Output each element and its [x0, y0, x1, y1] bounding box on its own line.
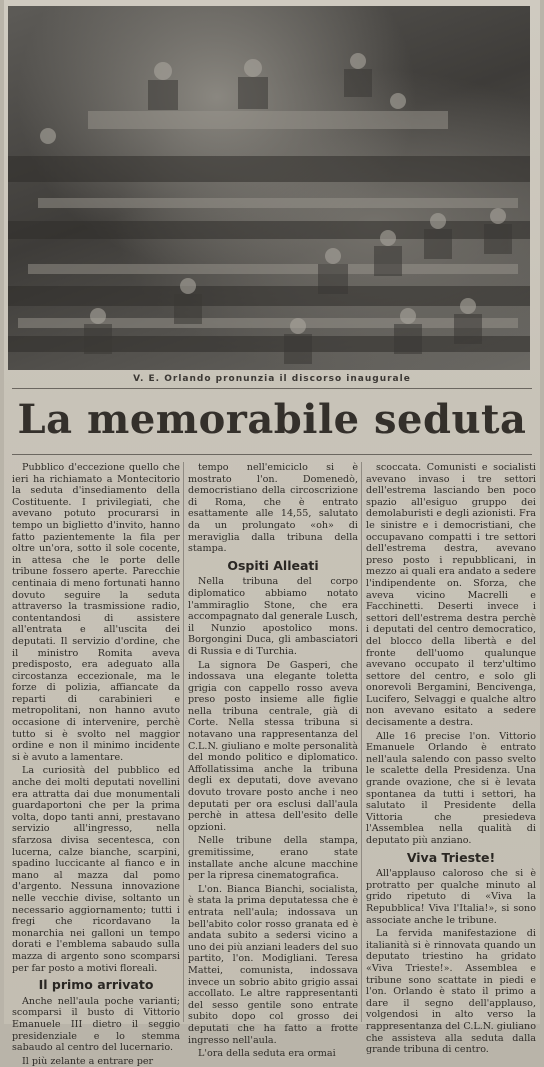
- paragraph: scoccata. Comunisti e socialisti avevano invaso i tre settori dell'estrema lasciando ben poco spazio all'esiguo gruppo dei demolaburisti e degli azionisti. Fra le sinistre e i democristiani, che occupavano compatti i tre settori dell'estrema destra, avevano preso posto i repubblicani, in mezzo ai quali era andato a sedere l'indipendente on. Sforza, che aveva vicino Macrelli e Facchinetti. Deserti invece i settori dell'estrema destra perchè i deputati del centro democratico, del blocco della libertà e del fronte dell'uomo qualunque avevano occupato il terz'ultimo settore del centro, e solo gli onorevoli Bergamini, Bencivenga, Lucifero, Selvaggi e qualche altro non avevano esitato a sedere decisamente a destra.: [366, 462, 536, 729]
- assembly-photo: [8, 6, 530, 370]
- headline-rule: [12, 454, 532, 455]
- paragraph: La fervida manifestazione di italianità si è rinnovata quando un deputato triestino ha gridato «Viva Trieste!». Assemblea e tribune sono scattate in piedi e l'on. Orlando è stato il primo a dare il segno dell'applauso, volgendosi in alto verso la rappresentanza del C.L.N. giuliano che assisteva alla seduta dalla grande tribuna di centro.: [366, 928, 536, 1056]
- headline: La memorabile seduta: [17, 396, 527, 443]
- paragraph: tempo nell'emiciclo si è mostrato l'on. Domenedò, democristiano della circoscrizione di Roma, che è entrato esattamente alle 14,55, salutato da un prolungato «oh» di meraviglia dalla tribuna della stampa.: [188, 462, 358, 555]
- paragraph: Il più zelante a entrare per: [22, 1055, 154, 1067]
- column-1: [12, 462, 180, 1067]
- paragraph: La signora De Gasperi, che indossava una elegante toletta grigia con cappello rosso aveva preso posto insieme alle figlie nella tribuna centrale, già di Corte. Nella stessa tribuna si notavano una rappresentanza del C.L.N. giuliano e molte personalità del mondo politico e diplomatico. Affollatissima anche la tribuna degli ex deputati, dove avevano dovuto trovare posto anche i neo deputati per ora esclusi dall'aula perchè in attesa dell'esito delle opzioni.: [188, 659, 358, 833]
- paragraph: Nelle tribune della stampa, gremitissime, erano state installate anche alcune macchine per la ripresa cinematografica.: [188, 835, 358, 882]
- paragraph: All'applauso caloroso che si è protratto per qualche minuto al grido ripetuto di «Viva la Repubblica! Viva l'Italia!», si sono associate anche le tribune.: [366, 868, 536, 926]
- paragraph: L'ora della seduta era ormai: [198, 1048, 336, 1060]
- subheading: Viva Trieste!: [406, 849, 496, 865]
- paragraph: Alle 16 precise l'on. Vittorio Emanuele Orlando è entrato nell'aula salendo con passo svelto le scalette della Presidenza. Una grande ovazione, che si è levata spontanea da tutti i settori, ha salutato il Presidente della Vittoria che presiedeva l'Assemblea nella qualità di deputato più anziano.: [366, 730, 536, 846]
- paragraph: Nella tribuna del corpo diplomatico abbiamo notato l'ammiraglio Stone, che era accompagnato dal generale Lusch, il Nunzio apostolico mons. Borgongini Duca, gli ambasciatori di Russia e di Turchia.: [188, 576, 358, 657]
- paragraph: Anche nell'aula poche varianti; scomparsi il busto di Vittorio Emanuele III dietro il seggio presidenziale e lo stemma sabaudo al centro del lucernario.: [12, 995, 180, 1054]
- paragraph: L'on. Bianca Bianchi, socialista, è stata la prima deputatessa che è entrata nell'aula; indossava un bell'abito color rosso granata ed è andata subito a sedersi vicino a uno dei più anziani leaders del suo partito, l'on. Modigliani. Teresa Mattei, comunista, indossava invece un sobrio abito grigio assai accollato. Le altre rappresentanti del sesso gentile sono entrate subito dopo col grosso dei deputati che ha fatto a frotte ingresso nell'aula.: [188, 883, 358, 1046]
- article-columns: [12, 462, 538, 1067]
- column-divider: [183, 462, 184, 1022]
- subheading: Il primo arrivato: [38, 977, 154, 993]
- subheading: Ospiti Alleati: [227, 557, 319, 573]
- paragraph: La curiosità del pubblico ed anche dei molti deputati novellini era attratta dai due monumentali guardaportoni che per la prima volta, dopo tanti anni, prestavano servizio all'ingresso, nella sfarzosa divisa secentesca, con lucerna, calze bianche, scarpini, spadino luccicante al fianco e in mano al mazza dal pomo d'argento. Nessuna innovazione nelle vecchie divise, soltanto un necessario aggiornamento; tutti i fregi che ricordavano la monarchia nei galloni un tempo dorati e l'emblema sabaudo sulla mazza di argento sono scomparsi per far posto a motivi floreali.: [12, 765, 180, 974]
- column-3: [366, 462, 536, 1056]
- caption-rule: [12, 388, 532, 389]
- paragraph: Pubblico d'eccezione quello che ieri ha richiamato a Montecitorio la seduta d'insediamento della Costituente. I privilegiati, che avevano potuto procurarsi in tempo un biglietto d'invito, hanno fatto pazientemente la fila per oltre un'ora, sotto il sole cocente, in attesa che le porte delle tribune fossero aperte. Parecchie centinaia di meno fortunati hanno dovuto seguire la seduta attraverso la trasmissione radio, contentandosi di assistere all'entrata e all'uscita dei deputati. Il servizio d'ordine, che il ministro Romita aveva predisposto, era adeguato alla circostanza eccezionale, ma le forze di polizia, affiancate da reparti di carabinieri e metropolitani, non hanno avuto occasione di intervenire, perchè tutto si è svolto nel maggior ordine e non il minimo incidente si è avuto a lamentare.: [12, 462, 180, 763]
- column-divider: [361, 462, 362, 1022]
- photo-caption: V. E. Orlando pronunzia il discorso inaugurale: [133, 374, 411, 384]
- column-2: [188, 462, 358, 1060]
